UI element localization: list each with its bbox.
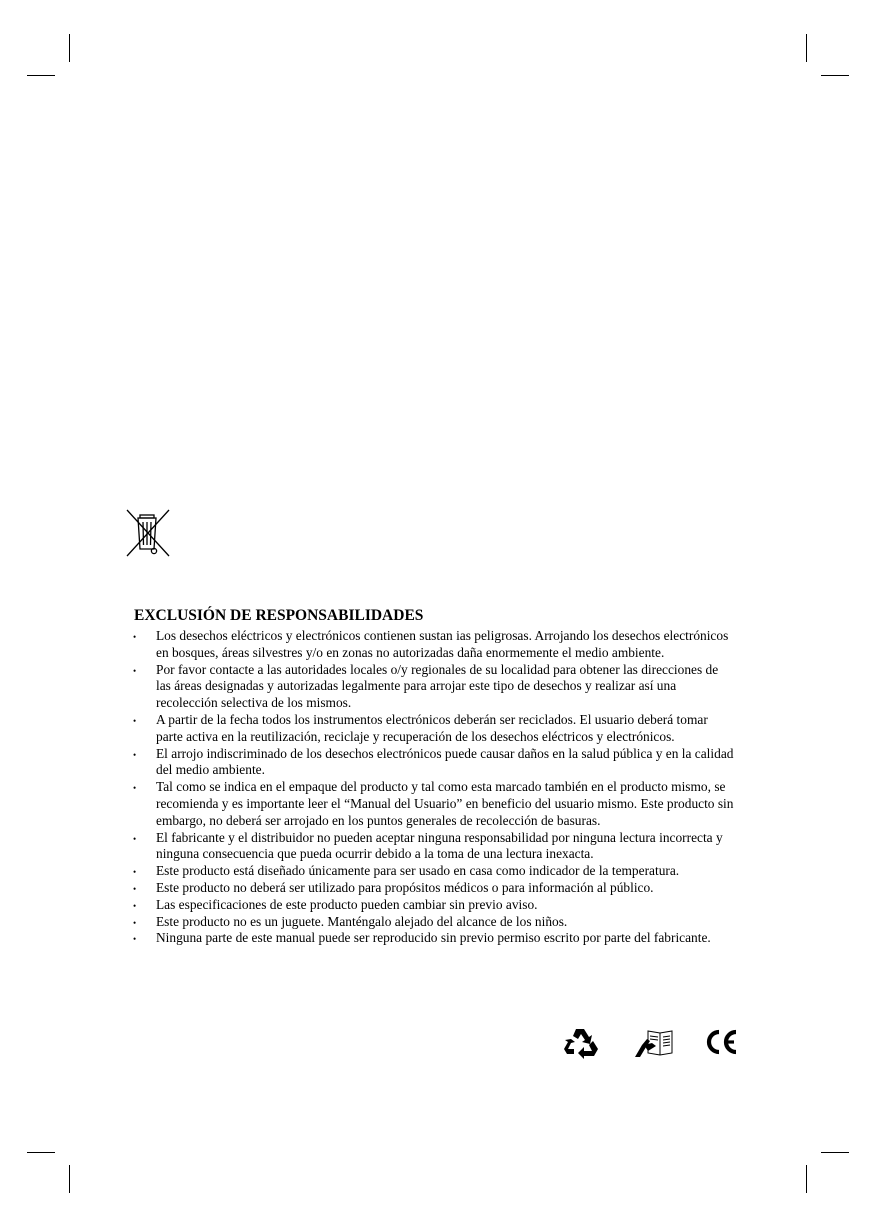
crop-mark-top-right-vertical (806, 34, 807, 62)
list-item (134, 746, 734, 780)
crop-mark-bottom-left-horizontal (27, 1152, 55, 1153)
recycle-icon (562, 1027, 602, 1059)
list-item (134, 830, 734, 864)
bullet-icon: • (133, 934, 137, 945)
crop-mark-top-left-horizontal (27, 75, 55, 76)
bullet-icon: • (133, 665, 137, 676)
list-item (134, 628, 734, 662)
list-item (134, 914, 734, 931)
list-item-text: A partir de la fecha todos los instrumentos electrónicos deberán ser reciclados. El usuario deberá tomar parte activa en la reutilización, reciclaje y recuperación de los desechos eléctricos y electrónicos. (156, 711, 708, 744)
crop-mark-bottom-left-vertical (69, 1165, 70, 1193)
bullet-icon: • (133, 900, 137, 911)
list-item-text: El arrojo indiscriminado de los desechos electrónicos puede causar daños en la salud pública y en la calidad del medio ambiente. (156, 745, 734, 778)
crop-mark-bottom-right-vertical (806, 1165, 807, 1193)
disclaimer-title: EXCLUSIÓN DE RESPONSABILIDADES (134, 607, 424, 624)
list-item-text: Este producto no deberá ser utilizado para propósitos médicos o para información al público. (156, 879, 654, 895)
list-item-text: Tal como se indica en el empaque del producto y tal como esta marcado también en el producto mismo, se recomienda y es importante leer el “Manual del Usuario” en beneficio del usuario mismo. Este producto sin embargo, no deberá ser arrojado en los puntos generales de recolección de basuras. (156, 779, 734, 828)
list-item-text: Las especificaciones de este producto pueden cambiar sin previo aviso. (156, 896, 538, 912)
list-item (134, 880, 734, 897)
bullet-icon: • (133, 917, 137, 928)
crossed-out-wheeled-bin-icon (126, 509, 170, 557)
footer-icons (562, 1027, 742, 1061)
crop-mark-top-left-vertical (69, 34, 70, 62)
list-item-text: Por favor contacte a las autoridades locales o/y regionales de su localidad para obtener las direcciones de las áreas designadas y autorizadas legalmente para arrojar este tipo de desechos y realizar así una recolección selectiva de los mismos. (156, 661, 719, 711)
bullet-icon: • (133, 749, 137, 760)
list-item-text: Los desechos eléctricos y electrónicos contienen sustan ias peligrosas. Arrojando los desechos electrónicos en bosques, áreas silvestres y/o en zonas no autorizadas daña enormemente el medio ambiente. (156, 628, 729, 660)
list-item-text: Este producto está diseñado únicamente para ser usado en casa como indicador de la temperatura. (156, 863, 680, 879)
list-item (134, 863, 734, 880)
ce-mark-icon (705, 1029, 739, 1055)
list-item (134, 662, 734, 712)
read-manual-icon (634, 1027, 674, 1059)
list-item-text: Ninguna parte de este manual puede ser reproducido sin previo permiso escrito por parte del fabricante. (156, 930, 711, 946)
list-item-text: Este producto no es un juguete. Manténgalo alejado del alcance de los niños. (156, 913, 568, 929)
list-item (134, 712, 734, 746)
bullet-icon: • (133, 833, 137, 844)
disclaimer-section (134, 607, 734, 947)
bullet-icon: • (133, 867, 137, 878)
bullet-icon: • (133, 883, 137, 894)
bullet-icon: • (133, 715, 137, 726)
list-item (134, 779, 734, 829)
list-item (134, 930, 734, 947)
bullet-icon: • (133, 783, 137, 794)
list-item (134, 897, 734, 914)
list-item-text: El fabricante y el distribuidor no pueden aceptar ninguna responsabilidad por ninguna lectura incorrecta y ninguna consecuencia que pueda ocurrir debido a la toma de una lectura inexacta. (156, 829, 723, 862)
bullet-icon: • (133, 632, 137, 642)
disclaimer-list (134, 628, 734, 947)
crop-mark-top-right-horizontal (821, 75, 849, 76)
crop-mark-bottom-right-horizontal (821, 1152, 849, 1153)
